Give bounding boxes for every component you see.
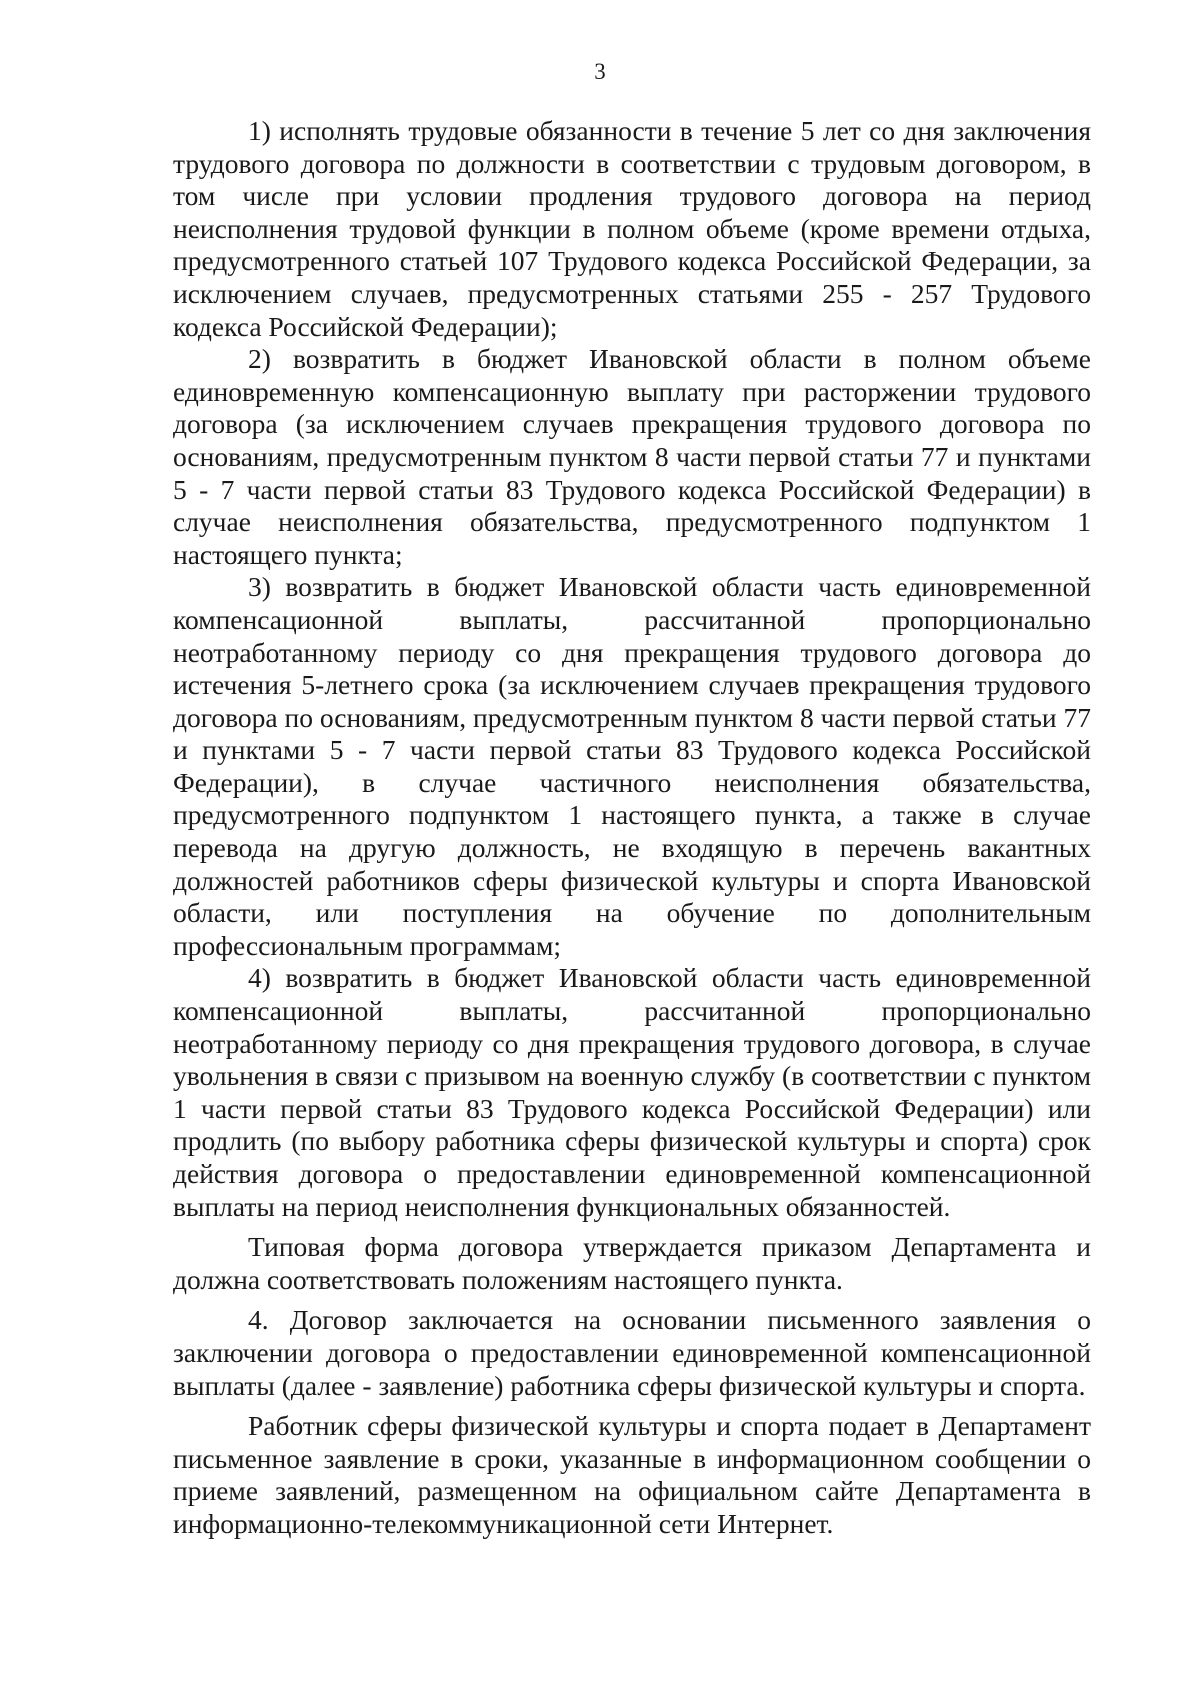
- paragraph-clause-4: 4. Договор заключается на основании письменного заявления о заключении договора о предоставлении единовременной компенсационной выплаты (далее - заявление) работника сферы физической культуры и спорта.: [173, 1304, 1091, 1401]
- page-number: 3: [594, 59, 606, 84]
- paragraph-application-submission: Работник сферы физической культуры и спорта подает в Департамент письменное заявление в сроки, указанные в информационном сообщении о приеме заявлений, размещенном на официальном сайте Департамента в информационно-телекоммуникационной сети Интернет.: [173, 1410, 1091, 1539]
- paragraph-item-3: 3) возвратить в бюджет Ивановской области часть единовременной компенсационной выплаты, рассчитанной пропорционально неотработанному периоду со дня прекращения трудового договора до истечения 5-летнего срока (за исключением случаев прекращения трудового договора по основаниям, предусмотренным пунктом 8 части первой статьи 77 и пунктами 5 - 7 части первой статьи 83 Трудового кодекса Российской Федерации), в случае частичного неисполнения обязательства, предусмотренного подпунктом 1 настоящего пункта, а также в случае перевода на другую должность, не входящую в перечень вакантных должностей работников сферы физической культуры и спорта Ивановской области, или поступления на обучение по дополнительным профессиональным программам;: [173, 571, 1091, 961]
- paragraph-template-form: Типовая форма договора утверждается приказом Департамента и должна соответствовать положениям настоящего пункта.: [173, 1231, 1091, 1295]
- paragraph-item-4: 4) возвратить в бюджет Ивановской области часть единовременной компенсационной выплаты, рассчитанной пропорционально неотработанному периоду со дня прекращения трудового договора, в случае увольнения в связи с призывом на военную службу (в соответствии с пунктом 1 части первой статьи 83 Трудового кодекса Российской Федерации) или продлить (по выбору работника сферы физической культуры и спорта) срок действия договора о предоставлении единовременной компенсационной выплаты на период неисполнения функциональных обязанностей.: [173, 962, 1091, 1222]
- paragraph-item-1: 1) исполнять трудовые обязанности в течение 5 лет со дня заключения трудового договора по должности в соответствии с трудовым договором, в том числе при условии продления трудового договора на период неисполнения трудовой функции в полном объеме (кроме времени отдыха, предусмотренного статьей 107 Трудового кодекса Российской Федерации, за исключением случаев, предусмотренных статьями 255 - 257 Трудового кодекса Российской Федерации);: [173, 115, 1091, 342]
- document-body: [173, 115, 1091, 1541]
- paragraph-item-2: 2) возвратить в бюджет Ивановской области в полном объеме единовременную компенсационную выплату при расторжении трудового договора (за исключением случаев прекращения трудового договора по основаниям, предусмотренным пунктом 8 части первой статьи 77 и пунктами 5 - 7 части первой статьи 83 Трудового кодекса Российской Федерации) в случае неисполнения обязательства, предусмотренного подпунктом 1 настоящего пункта;: [173, 343, 1091, 570]
